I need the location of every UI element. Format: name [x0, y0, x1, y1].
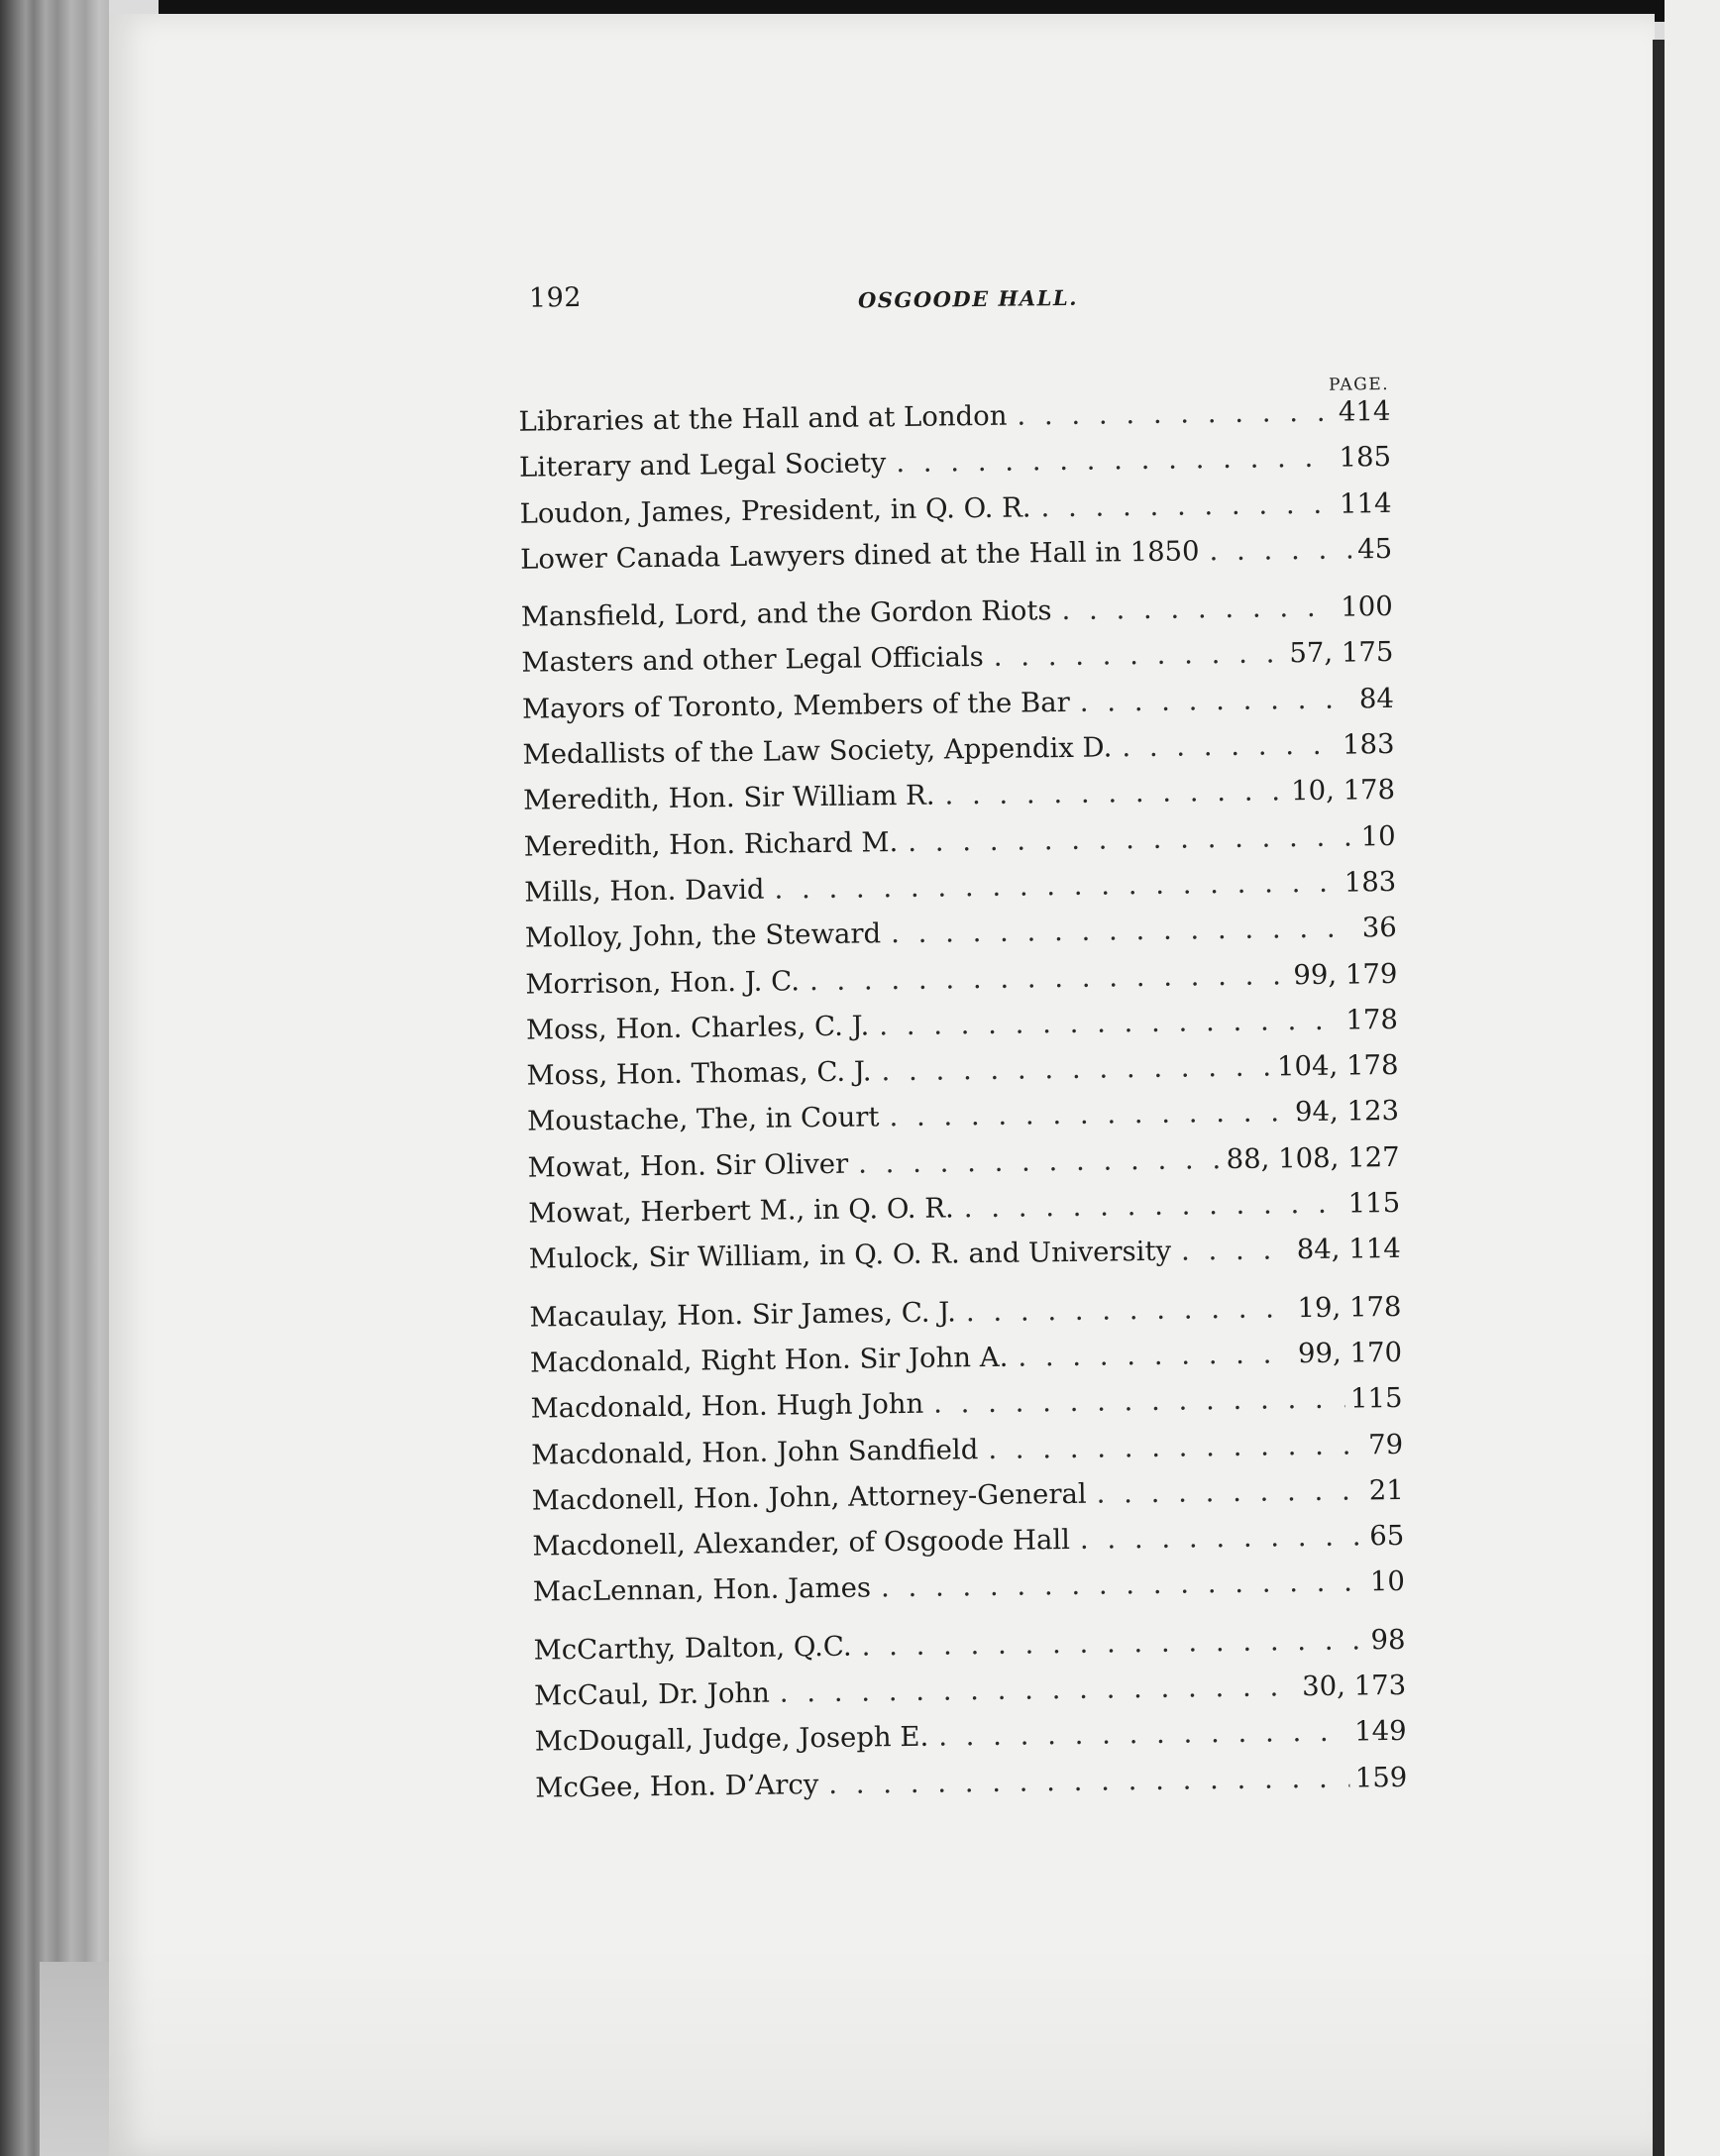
dot-leader: [879, 997, 1341, 1048]
running-title: OSGOODE HALL.: [857, 284, 1079, 313]
dot-leader: [881, 1044, 1271, 1095]
dot-leader: [828, 1755, 1349, 1807]
index-entry: [535, 1754, 1407, 1810]
entry-pages: 98: [1370, 1623, 1406, 1657]
entry-title: Mowat, Herbert M., in Q. O. R.: [528, 1192, 954, 1230]
dot-leader: [988, 1422, 1362, 1472]
dot-leader: [1122, 722, 1337, 771]
entry-pages: 45: [1356, 532, 1393, 566]
entry-pages: 99, 179: [1293, 957, 1398, 991]
entry-pages: 10, 178: [1290, 774, 1396, 808]
entry-title: Mills, Hon. David: [524, 873, 765, 909]
entry-title: Meredith, Hon. Richard M.: [523, 825, 899, 863]
entry-title: McCarthy, Dalton, Q.C.: [533, 1630, 852, 1667]
entry-title: Literary and Legal Society: [518, 447, 887, 485]
entry-title: Macdonell, Alexander, of Osgoode Hall: [532, 1524, 1071, 1563]
entry-pages: 114: [1339, 486, 1392, 520]
entry-title: Mowat, Hon. Sir Oliver: [527, 1147, 849, 1184]
entry-pages: 149: [1353, 1715, 1407, 1748]
dot-leader: [994, 631, 1284, 681]
entry-title: Moss, Hon. Charles, C. J.: [525, 1010, 870, 1046]
dot-leader: [774, 860, 1339, 913]
entry-title: Masters and other Legal Officials: [521, 641, 984, 680]
dot-leader: [881, 1560, 1364, 1611]
entry-pages: 21: [1368, 1473, 1404, 1507]
entry-title: Macaulay, Hon. Sir James, C. J.: [529, 1296, 957, 1334]
entry-pages: 10: [1360, 819, 1396, 853]
entry-pages: 79: [1367, 1428, 1404, 1460]
page-number: 192: [528, 281, 583, 314]
entry-pages: 88, 108, 127: [1226, 1140, 1400, 1175]
dot-leader: [944, 769, 1285, 818]
dot-leader: [861, 1617, 1364, 1669]
dot-leader: [858, 1136, 1221, 1187]
index-entry: [520, 526, 1392, 583]
entry-title: Loudon, James, President, in Q. O. R.: [519, 491, 1031, 530]
entry-pages: 185: [1339, 441, 1392, 474]
entry-title: Meredith, Hon. Sir William R.: [522, 779, 935, 817]
dot-leader: [1017, 389, 1333, 439]
entry-title: McGee, Hon. D’Arcy: [535, 1768, 819, 1804]
dot-leader: [889, 1090, 1289, 1140]
entry-pages: 183: [1344, 865, 1397, 899]
entry-title: Macdonell, Hon. John, Attorney-General: [531, 1477, 1087, 1517]
dot-leader: [1018, 1331, 1292, 1380]
entry-pages: 104, 178: [1276, 1049, 1399, 1083]
entry-title: Moustache, The, in Court: [526, 1101, 880, 1138]
dot-leader: [896, 435, 1334, 486]
entry-title: Macdonald, Hon. Hugh John: [530, 1388, 924, 1425]
entry-pages: 84, 114: [1296, 1233, 1401, 1266]
entry-title: Lower Canada Lawyers dined at the Hall in 1850: [519, 535, 1200, 576]
dot-leader: [1061, 585, 1335, 634]
entry-title: McDougall, Judge, Joseph E.: [534, 1721, 929, 1758]
page-column-label: PAGE.: [1328, 374, 1390, 395]
entry-pages: 65: [1369, 1520, 1405, 1553]
dot-leader: [966, 1285, 1292, 1335]
entry-pages: 10: [1369, 1565, 1406, 1598]
dot-leader: [809, 952, 1288, 1004]
entry-pages: 30, 173: [1301, 1669, 1407, 1703]
dot-leader: [1040, 481, 1334, 530]
entry-title: Mulock, Sir William, in Q. O. R. and University: [528, 1236, 1172, 1275]
entry-title: Macdonald, Hon. John Sandfield: [531, 1433, 979, 1471]
entry-title: McCaul, Dr. John: [533, 1676, 771, 1712]
entry-pages: 99, 170: [1297, 1336, 1403, 1370]
entry-pages: 414: [1338, 394, 1391, 428]
dot-leader: [908, 813, 1355, 865]
entry-pages: 19, 178: [1297, 1290, 1402, 1324]
entry-pages: 36: [1361, 912, 1397, 944]
entry-title: Morrison, Hon. J. C.: [525, 964, 801, 1001]
index-entry: [533, 1559, 1405, 1615]
entry-title: Mansfield, Lord, and the Gordon Riots: [520, 594, 1052, 633]
entry-title: Medallists of the Law Society, Appendix D.: [522, 731, 1113, 771]
entry-pages: 183: [1342, 728, 1395, 761]
entry-pages: 100: [1341, 591, 1394, 623]
dot-leader: [1209, 526, 1351, 574]
entry-pages: 159: [1354, 1761, 1408, 1794]
entry-pages: 57, 175: [1289, 636, 1394, 670]
entry-pages: 94, 123: [1294, 1095, 1400, 1129]
entry-title: Libraries at the Hall and at London: [518, 399, 1008, 438]
entry-title: Mayors of Toronto, Members of the Bar: [521, 686, 1070, 725]
dot-leader: [1080, 1514, 1364, 1563]
entry-title: MacLennan, Hon. James: [532, 1571, 872, 1609]
entry-title: Molloy, John, the Steward: [524, 917, 882, 954]
dot-leader: [963, 1181, 1342, 1232]
index-list: [518, 388, 1407, 1811]
entry-pages: 115: [1349, 1382, 1403, 1415]
entry-title: Moss, Hon. Thomas, C. J.: [526, 1055, 872, 1092]
entry-pages: 84: [1358, 682, 1395, 715]
entry-pages: 115: [1347, 1186, 1401, 1220]
dot-leader: [933, 1376, 1344, 1427]
entry-title: Macdonald, Right Hon. Sir John A.: [529, 1341, 1009, 1379]
index-entry: [529, 1226, 1401, 1282]
dot-leader: [938, 1709, 1349, 1760]
entry-pages: 178: [1345, 1003, 1399, 1036]
dot-leader: [780, 1664, 1297, 1716]
dot-leader: [1181, 1228, 1291, 1275]
dot-leader: [891, 906, 1356, 957]
dot-leader: [1096, 1467, 1363, 1517]
dot-leader: [1079, 676, 1353, 725]
